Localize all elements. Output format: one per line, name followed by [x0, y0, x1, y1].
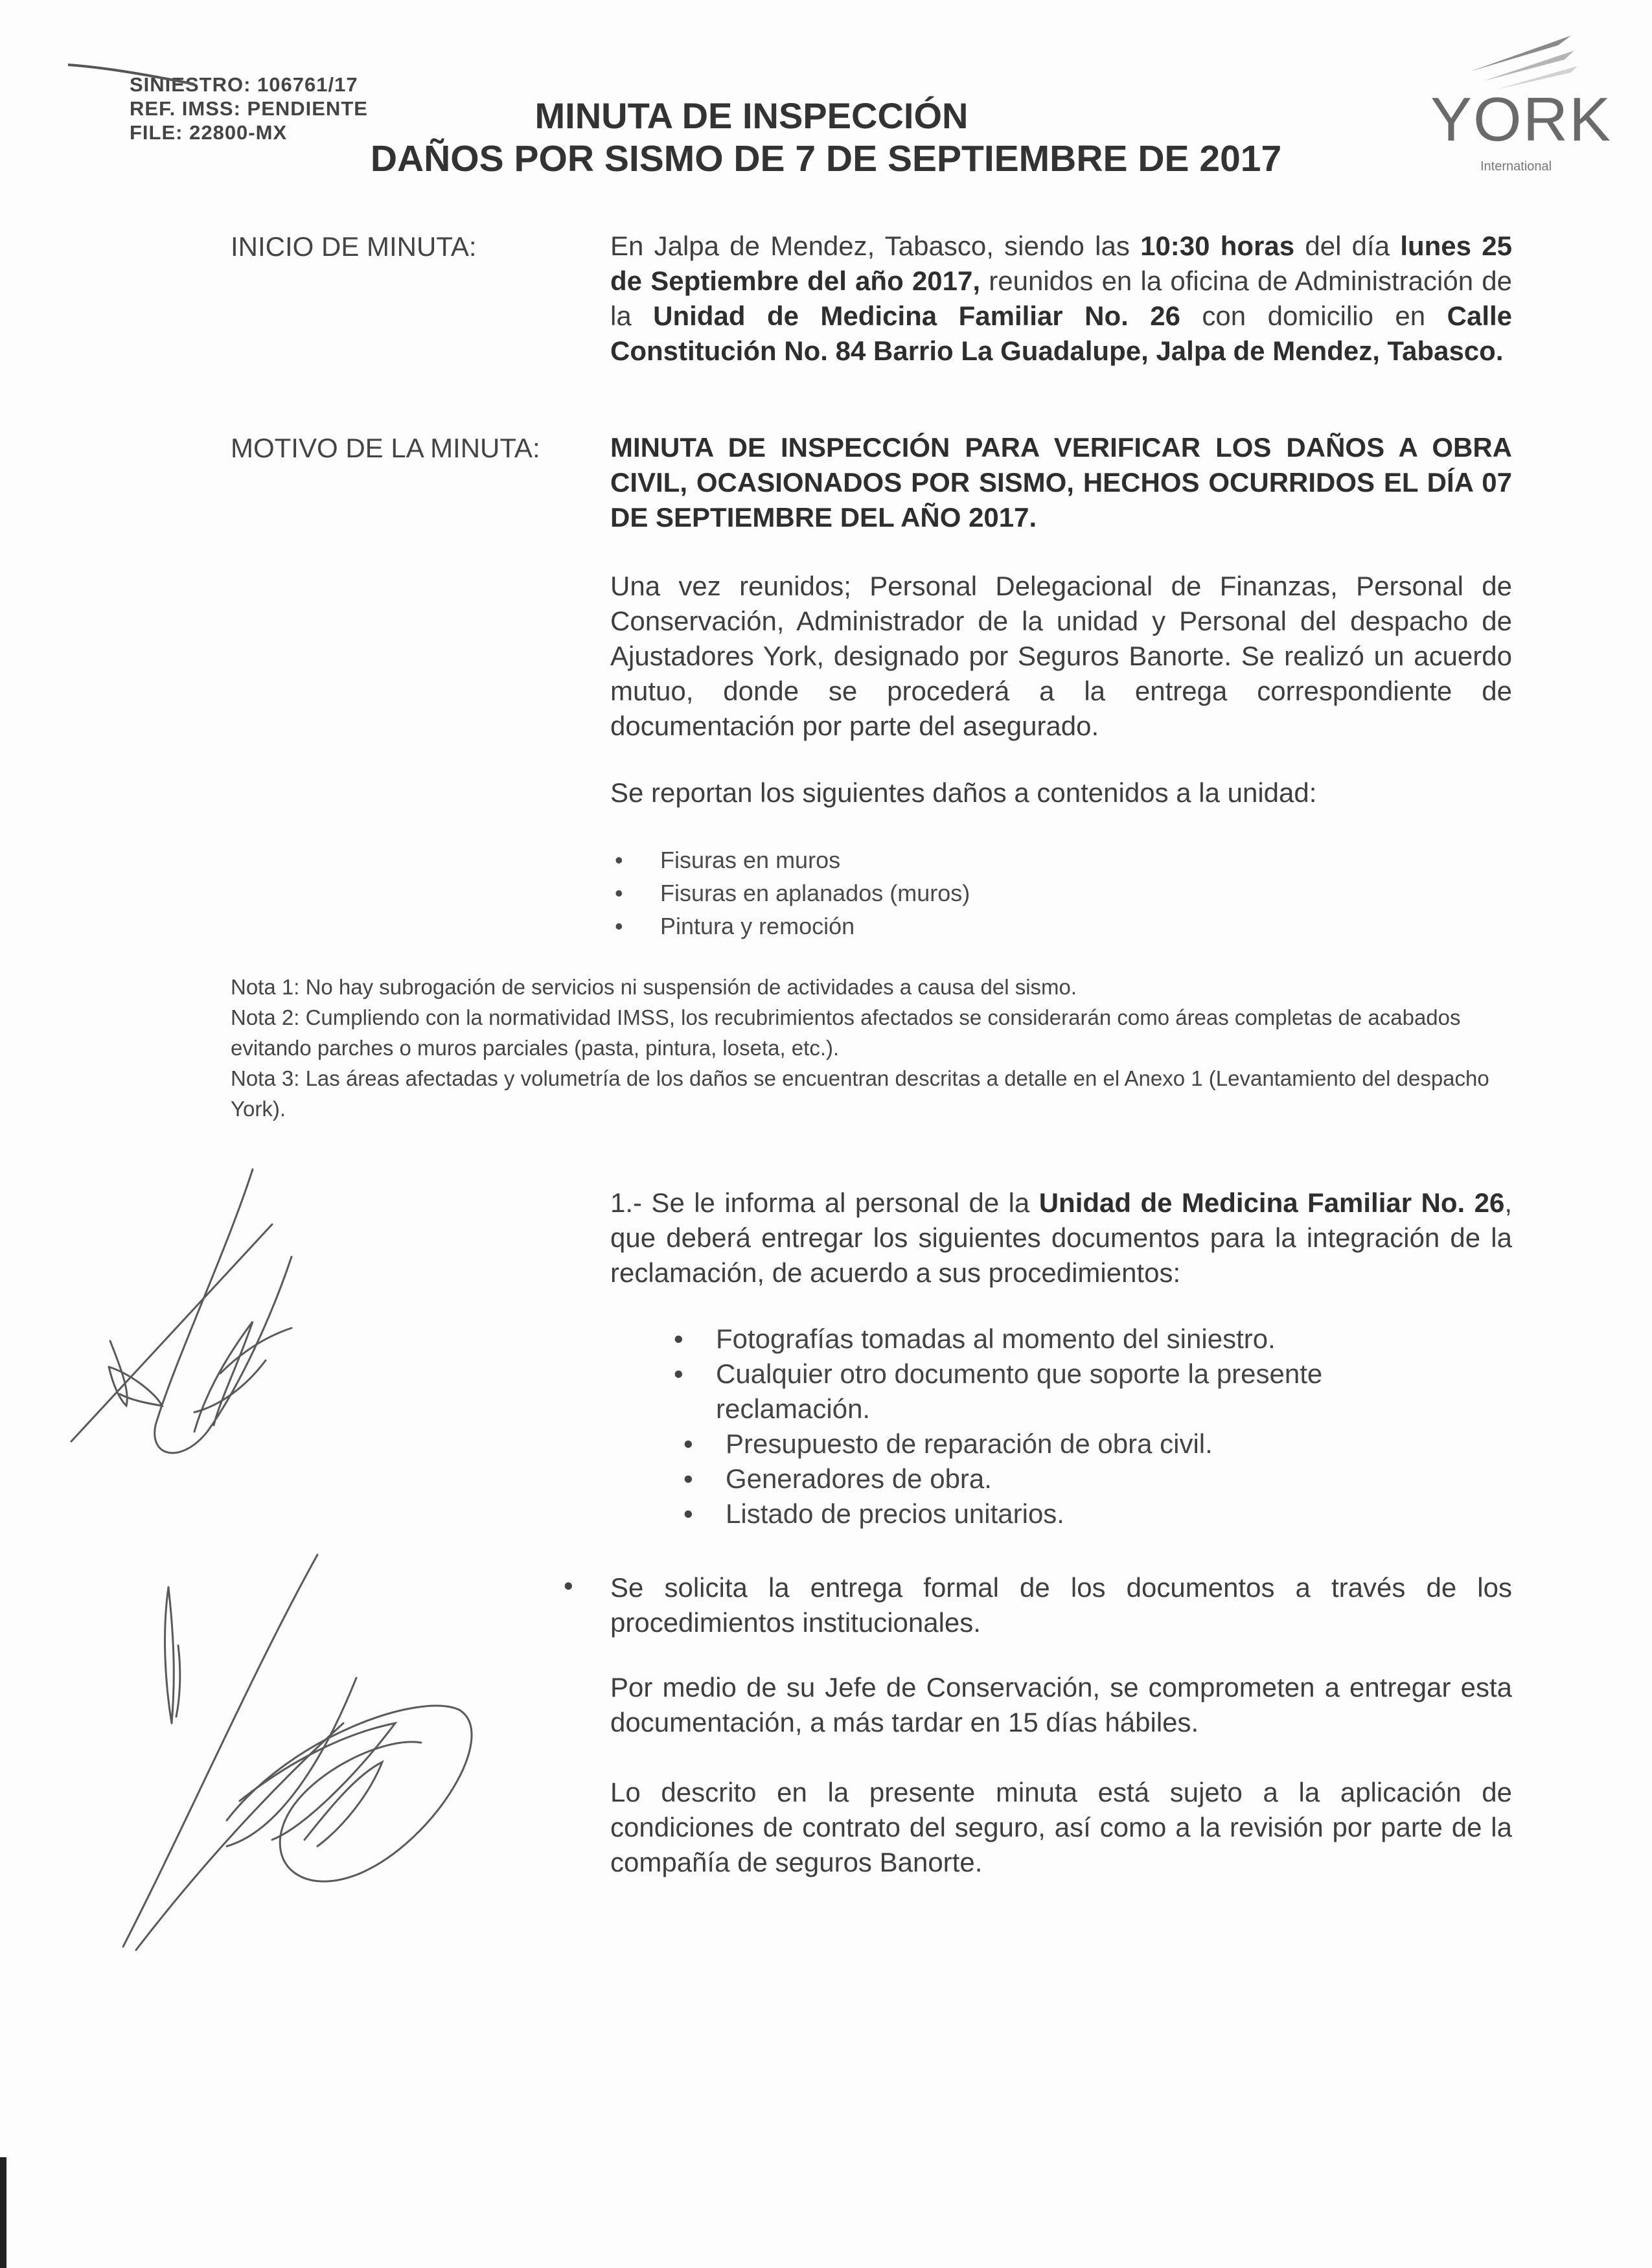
title-line-1: MINUTA DE INSPECCIÓN: [534, 95, 969, 136]
list-item: • Fisuras en aplanados (muros): [610, 876, 1452, 910]
signature-stroke: [194, 1360, 266, 1412]
siniestro-number: SINIESTRO: 106761/17: [130, 73, 358, 96]
signature-stroke: [123, 1555, 317, 1947]
signature-stroke: [194, 1322, 253, 1432]
inicio-paragraph: En Jalpa de Mendez, Tabasco, siendo las 10:30 horas del día lunes 25 de Septiembre del año 2017, reunidos en la oficina de Administración de la Unidad de Medicina Familiar No. 26 con domicilio en Calle Constitución No. 84 Barrio La Guadalupe, Jalpa de Mendez, Tabasco.: [610, 231, 1513, 366]
list-item: • Fotografías tomadas al momento del siniestro.: [667, 1322, 1477, 1357]
file-number: FILE: 22800-MX: [130, 121, 288, 144]
signature-stroke: [227, 1678, 356, 1846]
signature-stroke: [220, 1328, 292, 1373]
york-logo-subtext: International: [1480, 159, 1552, 174]
pen-strike-mark: [65, 58, 214, 97]
danos-intro: Se reportan los siguientes daños a contenidos a la unidad:: [610, 777, 1317, 808]
list-item: • Cualquier otro documento que soporte la presente reclamación.: [667, 1357, 1477, 1426]
note-2: Nota 2: Cumpliendo con la normatividad IMSS, los recubrimientos afectados se considerarán como áreas completas de acabados evitando parches o muros parciales (pasta, pintura, loseta, etc.).: [231, 1005, 1461, 1060]
inicio-label: INICIO DE MINUTA:: [231, 231, 477, 262]
danos-list: [610, 843, 1452, 943]
signature-stroke: [304, 1762, 382, 1846]
note-1: Nota 1: No hay subrogación de servicios ni suspensión de actividades a causa del sismo.: [231, 975, 1077, 999]
title-line-2: DAÑOS POR SISMO DE 7 DE SEPTIEMBRE DE 2017: [370, 138, 1282, 179]
solicitud-paragraph: Se solicita la entrega formal de los documentos a través de los procedimientos institucionales.: [610, 1572, 1512, 1638]
documentos-list: [667, 1322, 1477, 1531]
solicitud-bullet: •: [564, 1570, 573, 1601]
york-logo-text: YORK: [1430, 85, 1612, 154]
scan-edge-mark: [0, 2157, 6, 2268]
york-logo: [1425, 26, 1620, 181]
list-item: • Listado de precios unitarios.: [667, 1496, 1477, 1531]
signature-stroke: [227, 1706, 472, 1881]
list-item: • Pintura y remoción: [610, 910, 1452, 943]
motivo-label: MOTIVO DE LA MINUTA:: [231, 433, 540, 463]
york-logo-swoosh-icon: [1425, 26, 1620, 91]
motivo-text: MINUTA DE INSPECCIÓN PARA VERIFICAR LOS DAÑOS A OBRA CIVIL, OCASIONADOS POR SISMO, HECHOS OCURRIDOS EL DÍA 07 DE SEPTIEMBRE DEL AÑO 2017.: [610, 432, 1512, 533]
signature-stroke: [176, 1645, 180, 1717]
list-item: • Presupuesto de reparación de obra civil.: [667, 1426, 1477, 1461]
note-3: Nota 3: Las áreas afectadas y volumetría de los daños se encuentran descritas a detalle en el Anexo 1 (Levantamiento del despacho York).: [231, 1066, 1489, 1121]
signature-stroke: [136, 1723, 343, 1950]
punto-1-paragraph: 1.- Se le informa al personal de la Unidad de Medicina Familiar No. 26, que deberá entregar los siguientes documentos para la integración de la reclamación, de acuerdo a sus procedimientos:: [610, 1187, 1512, 1288]
ref-imss: REF. IMSS: PENDIENTE: [130, 97, 368, 120]
condiciones-paragraph: Lo descrito en la presente minuta está sujeto a la aplicación de condiciones de contrato del seguro, así como a la revisión por parte de la compañía de seguros Banorte.: [610, 1777, 1512, 1877]
compromiso-paragraph: Por medio de su Jefe de Conservación, se comprometen a entregar esta documentación, a más tardar en 15 días hábiles.: [610, 1672, 1512, 1737]
list-item: • Fisuras en muros: [610, 843, 1452, 876]
notes-block: [231, 972, 1513, 1124]
list-item: • Generadores de obra.: [667, 1461, 1477, 1496]
signature-stroke: [71, 1224, 272, 1441]
signature-stroke: [155, 1169, 292, 1453]
signatures: [58, 1153, 577, 2060]
reunion-paragraph: Una vez reunidos; Personal Delegacional de Finanzas, Personal de Conservación, Administrador de la unidad y Personal del despacho de Ajustadores York, designado por Seguros Banorte. Se realizó un acuerdo mutuo, donde se procederá a la entrega correspondiente de documentación por parte del asegurado.: [610, 571, 1512, 741]
